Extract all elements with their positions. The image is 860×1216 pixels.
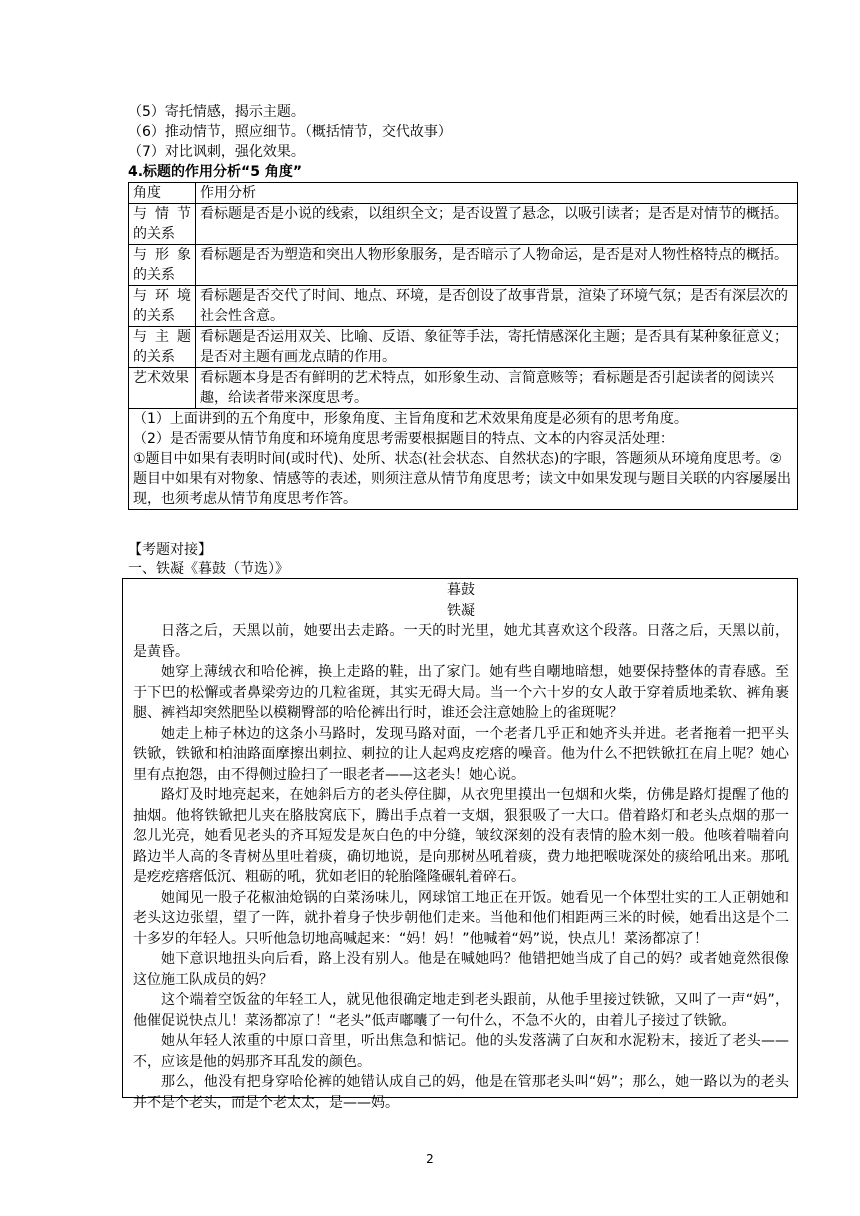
- table-row: [129, 286, 798, 327]
- story-author: 铁凝: [447, 602, 475, 619]
- table-note: （2）是否需要从情节角度和环境角度思考需要根据题目的特点、文本的内容灵活处理：: [133, 431, 674, 447]
- table-header-cell: 角度: [129, 183, 196, 204]
- table-notes-row: [129, 409, 798, 510]
- story-paragraph: 这个端着空饭盆的年轻工人，就见他很确定地走到老头跟前，从他手里接过铁锨，又叫了一声“妈”，他催促说快点儿！菜汤都凉了！“老头”低声嘟囔了一句什么，不急不火的，由着儿子接过了铁锨。: [133, 992, 789, 1029]
- analysis-cell: 看标题本身是否有鲜明的艺术特点，如形象生动、言简意赅等；看标题是否引起读者的阅读兴趣，给读者带来深度思考。: [196, 368, 798, 409]
- angle-cell: 艺术效果: [129, 368, 196, 409]
- analysis-cell: 看标题是否交代了时间、地点、环境，是否创设了故事背景，渲染了环境气氛；是否有深层次的社会性含意。: [196, 286, 798, 327]
- table-row: [129, 327, 798, 368]
- exam-heading: 【考题对接】: [128, 542, 212, 558]
- section-heading: 4.标题的作用分析“5 角度”: [128, 164, 303, 180]
- angle-cell: 与 情 节的关系: [129, 204, 196, 245]
- story-paragraph: 路灯及时地亮起来，在她斜后方的老头停住脚，从衣兜里摸出一包烟和火柴，仿佛是路灯提醒了他的抽烟。他将铁锨把儿夹在胳肢窝底下，腾出手点着一支烟，狠狠吸了一大口。借着路灯和老头点烟的那一忽儿光亮，她看见老头的齐耳短发是灰白色的中分缝，皱纹深刻的没有表情的脸木刻一般。他咳着喘着向路边半人高的冬青树丛里吐着痰，确切地说，是向那树丛吼着痰，费力地把喉咙深处的痰给吼出来。那吼是疙疙瘩瘩低沉、粗砺的吼，犹如老旧的轮胎隆隆碾轧着碎石。: [133, 787, 789, 885]
- table-header-cell: 作用分析: [196, 183, 798, 204]
- angle-cell: 与 形 象的关系: [129, 245, 196, 286]
- page-number: 2: [426, 1152, 434, 1166]
- story-title: 暮鼓: [447, 582, 475, 598]
- story-paragraph: 她下意识地扭头向后看，路上没有别人。他是在喊她吗？他错把她当成了自己的妈？或者她竟然很像这位施工队成员的妈？: [133, 951, 789, 988]
- analysis-cell: 看标题是否为塑造和突出人物形象服务，是否暗示了人物命运，是否是对人物性格特点的概括。: [196, 245, 798, 286]
- angle-cell: 与 环 境的关系: [129, 286, 196, 327]
- table-note: ①题目中如果有表明时间(或时代)、处所、状态(社会状态、自然状态)的字眼，答题须从环境角度思考。②题目中如果有对物象、情感等的表述，则须注意从情节角度思考；读文中如果发现与题目关联的内容屡屡出现，也须考虑从情节角度思考作答。: [133, 451, 791, 507]
- story-paragraph: 她从年轻人浓重的中原口音里，听出焦急和惦记。他的头发落满了白灰和水泥粉末，接近了老头——不，应该是他的妈那齐耳乱发的颜色。: [133, 1033, 789, 1070]
- analysis-cell: 看标题是否是小说的线索，以组织全文；是否设置了悬念，以吸引读者；是否是对情节的概括。: [196, 204, 798, 245]
- story-paragraph: 她闻见一股子花椒油炝锅的白菜汤味儿，网球馆工地正在开饭。她看见一个体型壮实的工人正朝她和老头这边张望，望了一阵，就扑着身子快步朝他们走来。当他和他们相距两三米的时候，她看出这是个二十多岁的年轻人。只听他急切地高喊起来：“妈！妈！”他喊着“妈”说，快点儿！菜汤都凉了！: [133, 889, 789, 947]
- table-row: [129, 204, 798, 245]
- table-row: [129, 368, 798, 409]
- analysis-cell: 看标题是否运用双关、比喻、反语、象征等手法，寄托情感深化主题；是否具有某种象征意义；是否对主题有画龙点睛的作用。: [196, 327, 798, 368]
- intro-line: （5）寄托情感，揭示主题。: [128, 104, 305, 120]
- table-header-row: [129, 183, 798, 204]
- story-paragraph: 她穿上薄绒衣和哈伦裤，换上走路的鞋，出了家门。她有些自嘲地暗想，她要保持整体的青春感。至于下巴的松懈或者鼻梁旁边的几粒雀斑，其实无碍大局。当一个六十岁的女人敢于穿着质地柔软、裤角裹腿、裤裆却突然肥坠以模糊臀部的哈伦裤出行时，谁还会注意她脸上的雀斑呢？: [133, 664, 789, 721]
- title-analysis-table: [128, 182, 798, 510]
- story-box: [122, 578, 798, 1111]
- exam-item: 一、铁凝《暮鼓（节选）》: [128, 561, 289, 577]
- story-paragraph: 她走上柿子林边的这条小马路时，发现马路对面，一个老者几乎正和她齐头并进。老者拖着一把平头铁锨，铁锨和柏油路面摩擦出刺拉、刺拉的让人起鸡皮疙瘩的噪音。他为什么不把铁锨扛在肩上呢？她心里有点抱怨，由不得侧过脸扫了一眼老者——这老头！她心说。: [133, 725, 789, 783]
- intro-line: （6）推动情节，照应细节。（概括情节，交代故事）: [128, 124, 452, 140]
- intro-lines: [128, 102, 808, 182]
- story-paragraph: 那么，他没有把身穿哈伦裤的她错认成自己的妈，他是在管那老头叫“妈”；那么，她一路以为的老头并不是个老头，而是个老太太，是——妈。: [133, 1074, 789, 1111]
- table-notes-cell: [129, 409, 798, 510]
- story-paragraph: 日落之后，天黑以前，她要出去走路。一天的时光里，她尤其喜欢这个段落。日落之后，天黑以前，是黄昏。: [133, 623, 789, 660]
- table-note: （1）上面讲到的五个角度中，形象角度、主旨角度和艺术效果角度是必须有的思考角度。: [133, 411, 688, 427]
- table-row: [129, 245, 798, 286]
- angle-cell: 与 主 题的关系: [129, 327, 196, 368]
- intro-line: （7）对比讽刺，强化效果。: [128, 144, 305, 160]
